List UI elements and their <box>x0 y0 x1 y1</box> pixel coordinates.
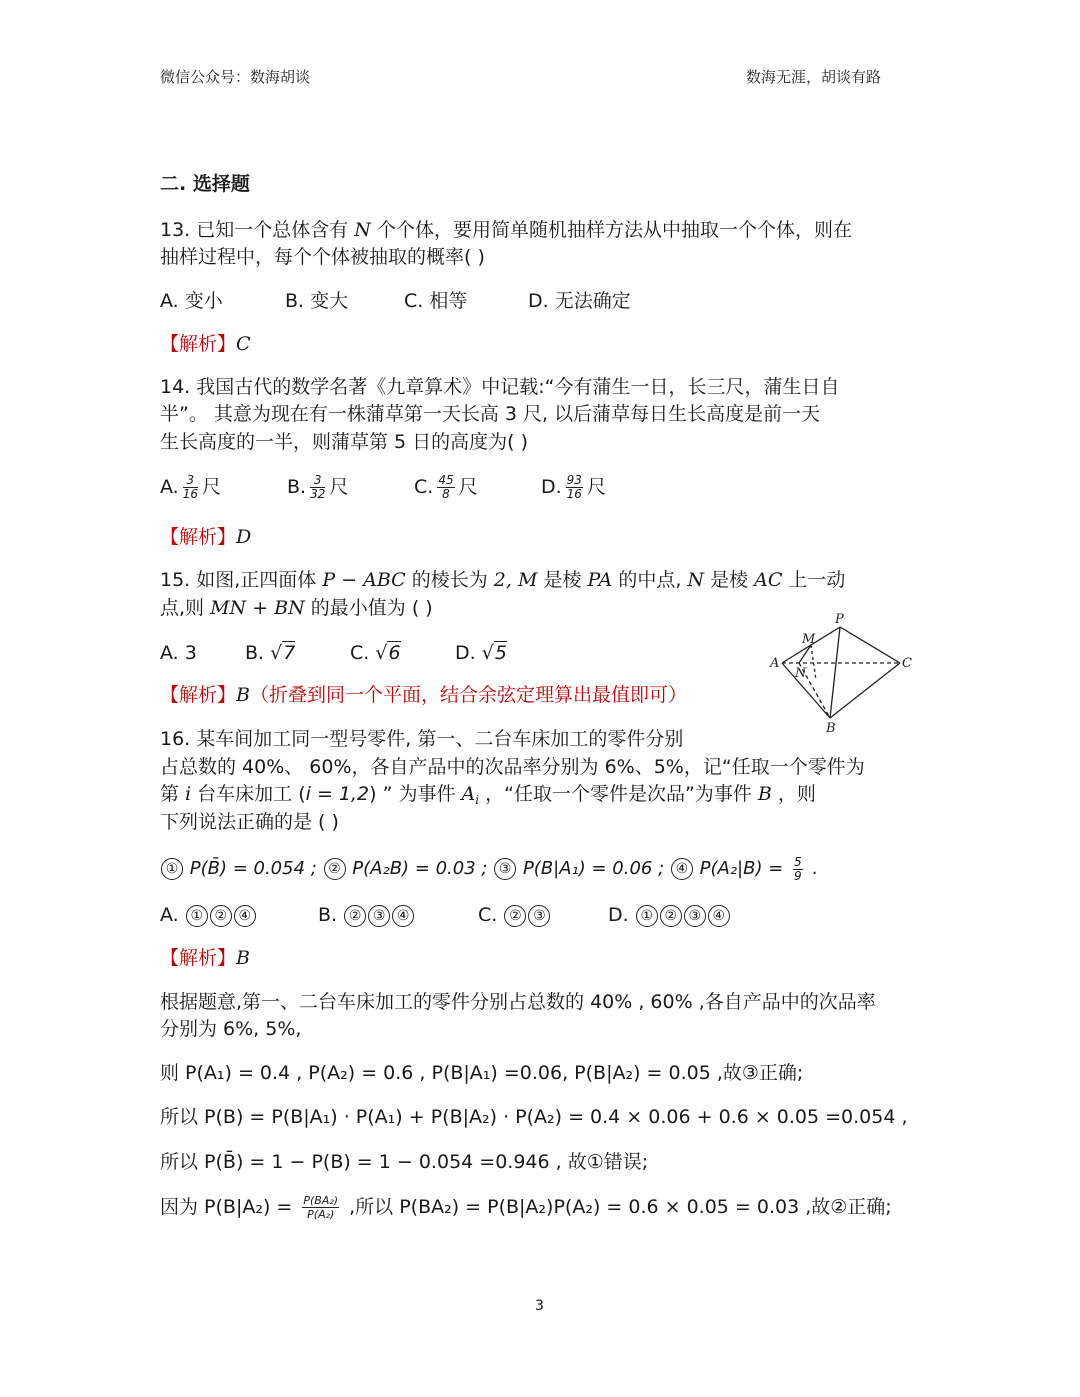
q15-option-d: D. √5 <box>455 642 507 664</box>
figure-label-n: N <box>795 666 807 681</box>
q15-answer: 【解析】B（折叠到同一个平面，结合余弦定理算出最值即可） <box>160 684 687 706</box>
q14-line1: 14. 我国古代的数学名著《九章算术》中记载:“今有蒲生一日，长三尺，蒲生日自 <box>160 376 840 398</box>
solution-p1a: 根据题意,第一、二台车床加工的零件分别占总数的 40% , 60% ,各自产品中的次品率 <box>160 991 876 1013</box>
figure-label-c: C <box>902 656 912 671</box>
q16-line3: 第 i 台车床加工 (i = 1,2) ” 为事件 $A_i$ ，“任取一个零件是次品”为事件 B ，则 <box>160 783 816 807</box>
q13-option-b: B. 变大 <box>285 290 349 312</box>
q13-line2: 抽样过程中，每个个体被抽取的概率( ) <box>160 246 485 268</box>
header-right: 数海无涯，胡谈有路 <box>746 68 882 86</box>
q14-option-b: B. $\frac{3}{32}$ 尺 <box>287 473 349 501</box>
figure-label-m: M <box>802 632 816 647</box>
q14-answer: 【解析】D <box>160 526 252 548</box>
page-number: 3 <box>535 1298 544 1314</box>
figure-label-b: B <box>826 721 836 735</box>
q15-line2: 点,则 MN + BN 的最小值为 ( ) <box>160 597 433 619</box>
q16-answer: 【解析】B <box>160 947 250 969</box>
q13-option-d: D. 无法确定 <box>528 290 631 312</box>
figure-label-p: P <box>835 612 844 627</box>
q14-line3: 生长高度的一半，则蒲草第 5 日的高度为( ) <box>160 431 529 453</box>
solution-p5: 因为 P(B|A₂) = $\frac{\text{P(BA₂)}}{\text{P(A₂)}}$ ,所以 P(BA₂) = P(B|A₂)P(A₂) = 0.6 × 0.05 = 0.03 ,故②正确; <box>160 1194 892 1221</box>
solution-p1b: 分别为 6%, 5%, <box>160 1018 302 1040</box>
q13-line1: 13. 已知一个总体含有 N 个个体，要用简单随机抽样方法从中抽取一个个体，则在 <box>160 219 852 241</box>
solution-p2: 则 P(A₁) = 0.4 , P(A₂) = 0.6 , P(B|A₁) =0.06, P(B|A₂) = 0.05 ,故③正确; <box>160 1062 804 1084</box>
solution-p4: 所以 P(B̄) = 1 − P(B) = 1 − 0.054 =0.946 , 故①错误; <box>160 1151 649 1173</box>
q16-option-c: C. ② ③ <box>478 901 551 929</box>
q16-line2: 占总数的 40%、 60%，各自产品中的次品率分别为 6%、5%，记“任取一个零件为 <box>160 756 865 778</box>
q14-option-d: D. $\frac{93}{16}$ 尺 <box>541 473 606 501</box>
q16-option-a: A. ① ② ④ <box>160 901 257 929</box>
q13-option-a: A. 变小 <box>160 290 223 312</box>
q16-option-d: D. ① ② ③ ④ <box>608 901 731 929</box>
q13-option-c: C. 相等 <box>404 290 468 312</box>
q16-option-b: B. ② ③ ④ <box>318 901 415 929</box>
q14-option-c: C. $\frac{45}{8}$ 尺 <box>414 473 478 501</box>
q15-line1: 15. 如图,正四面体 P − ABC 的棱长为 2, M 是棱 PA 的中点, N 是棱 AC 上一动 <box>160 569 846 591</box>
q14-option-a: A. $\frac{3}{16}$ 尺 <box>160 473 221 501</box>
q16-statements: ① P(B̄) = 0.054 ; ② P(A₂B) = 0.03 ; ③ P(B|A₁) = 0.06 ; ④ P(A₂|B) = $\frac{5}{9}$ . <box>160 855 818 883</box>
section-title: 二. 选择题 <box>160 173 250 195</box>
q16-line1: 16. 某车间加工同一型号零件, 第一、二台车床加工的零件分别 <box>160 728 684 750</box>
q15-option-c: C. √6 <box>350 642 401 664</box>
q14-line2: 半”。 其意为现在有一株蒲草第一天长高 3 尺, 以后蒲草每日生长高度是前一天 <box>160 403 821 425</box>
tetrahedron-figure <box>760 605 920 735</box>
q13-answer: 【解析】C <box>160 333 251 355</box>
q15-option-a: A. 3 <box>160 642 197 664</box>
q16-line4: 下列说法正确的是 ( ) <box>160 811 339 833</box>
q15-option-b: B. √7 <box>245 642 296 664</box>
solution-p3: 所以 P(B) = P(B|A₁) · P(A₁) + P(B|A₂) · P(A₂) = 0.4 × 0.06 + 0.6 × 0.05 =0.054 , <box>160 1106 908 1128</box>
figure-label-a: A <box>770 656 780 671</box>
header-left: 微信公众号：数海胡谈 <box>160 68 311 86</box>
